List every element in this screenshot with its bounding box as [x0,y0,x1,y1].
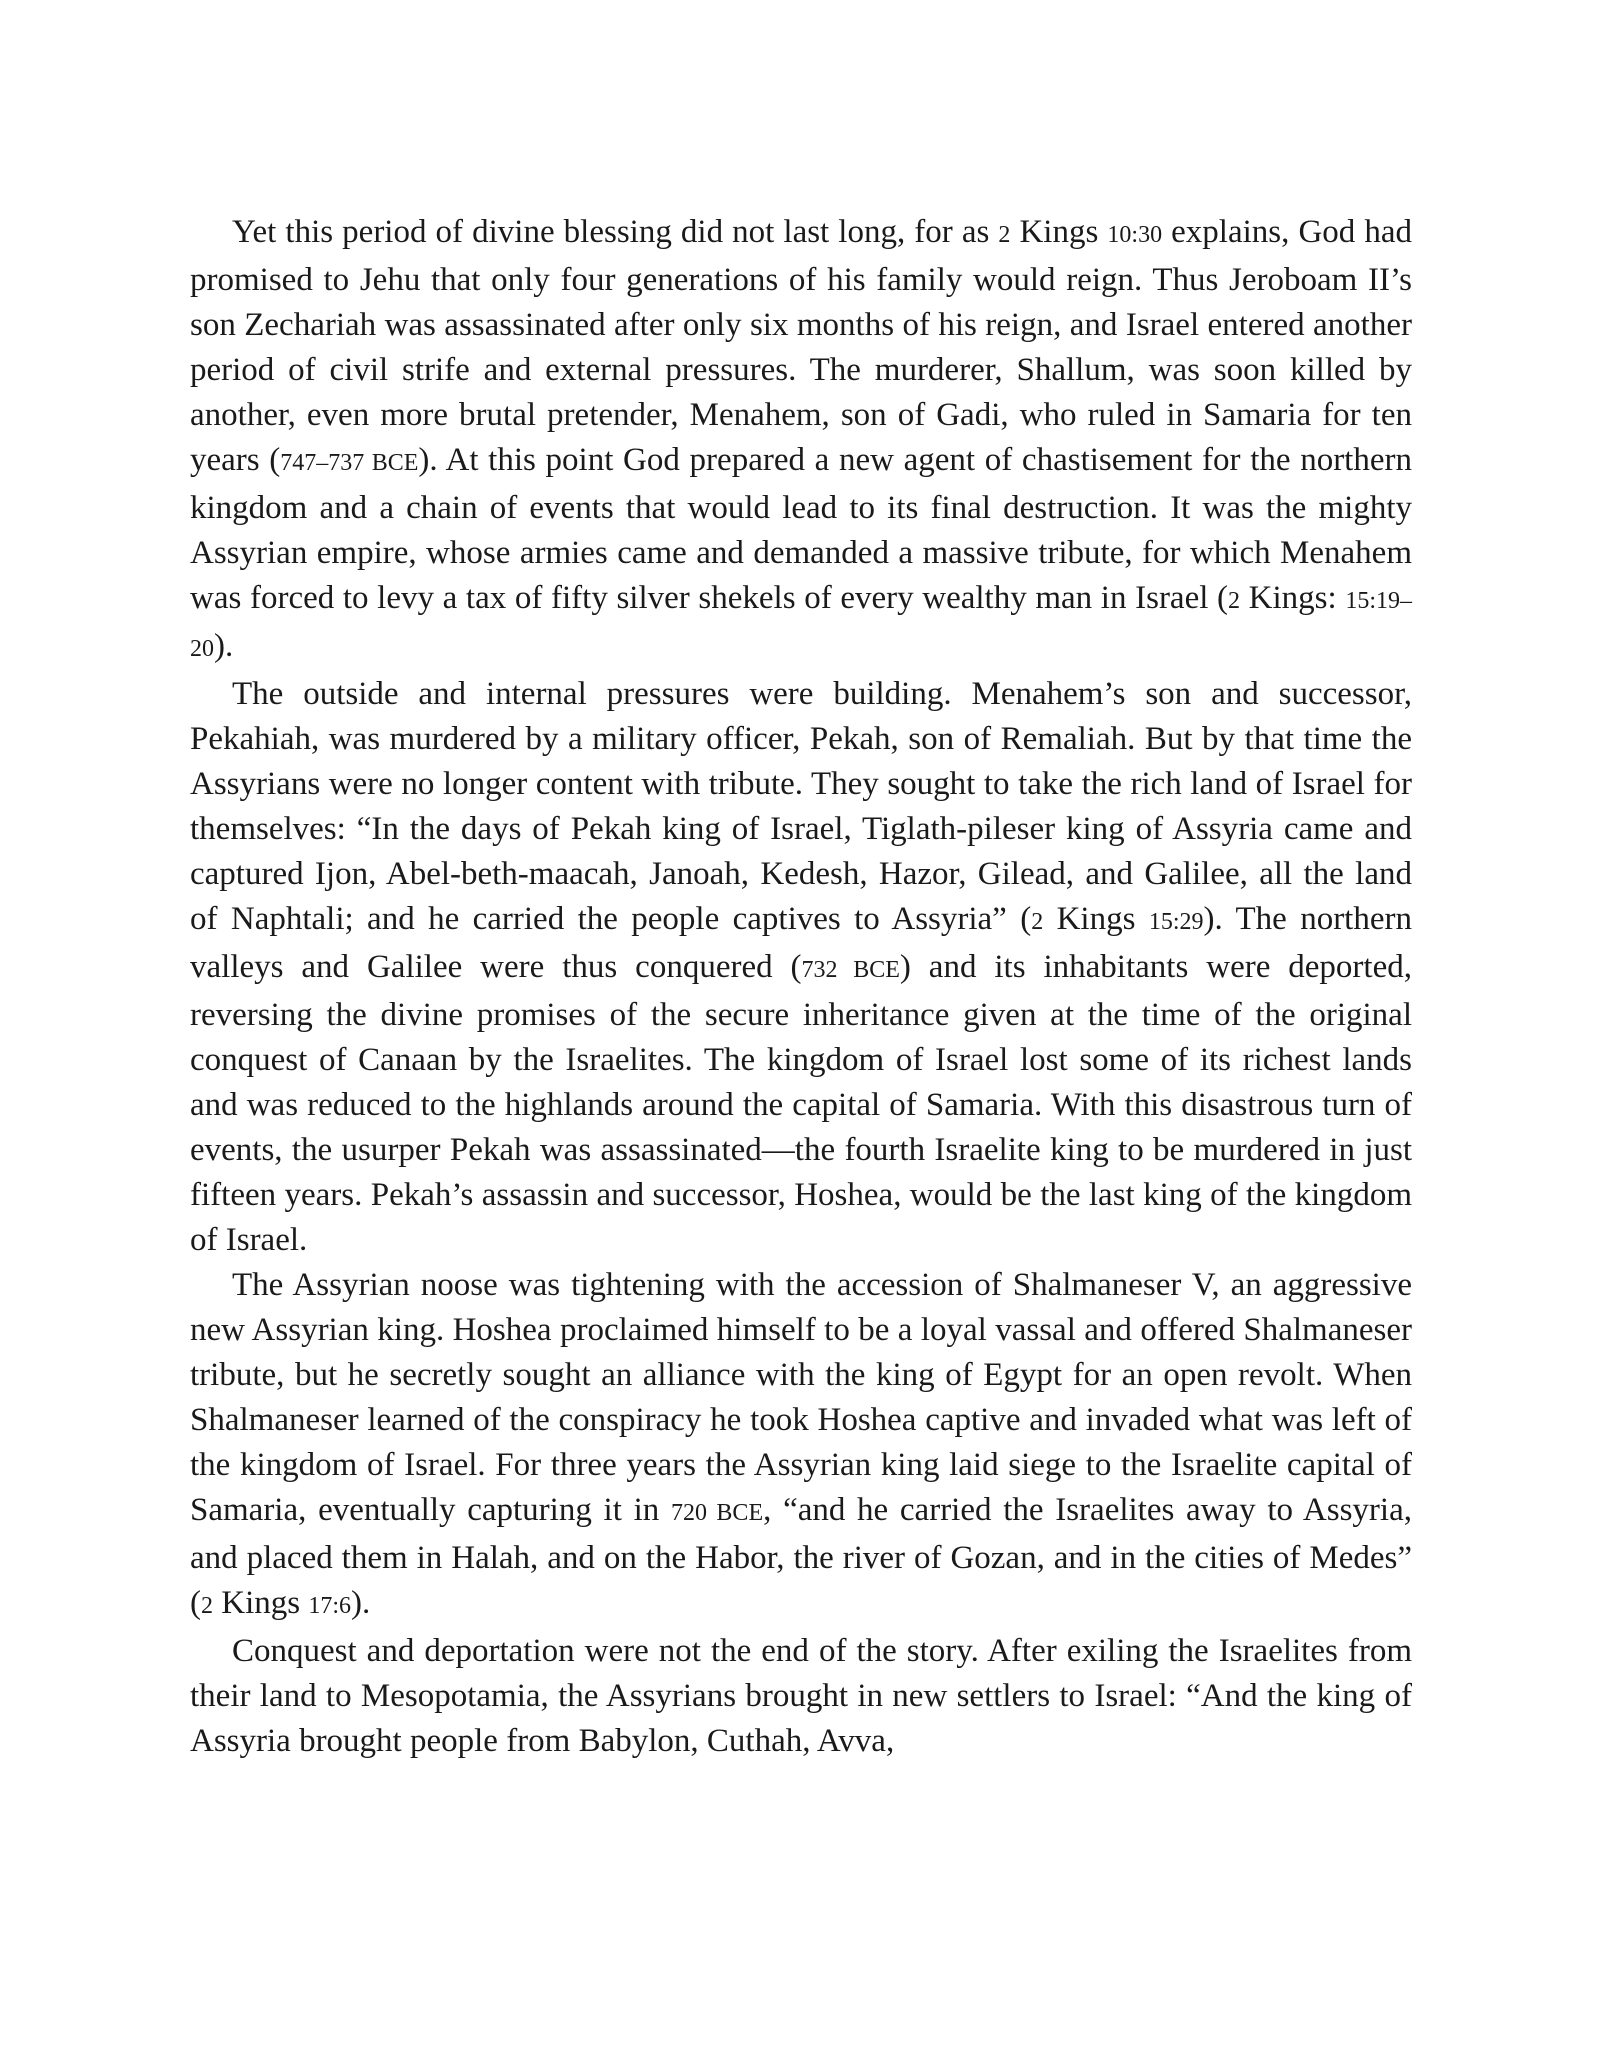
paragraph-text: Yet this period of divine blessing did not last long, for as [232,214,999,250]
paragraph-text: Kings [1010,214,1108,250]
reference-number: 2 [201,1593,213,1619]
reference-number: 747–737 BCE [280,450,419,476]
paragraph-text: ) and its inhabitants were deported, reversing the divine promises of the secure inheritance given at the time of the original conquest of Canaan by the Israelites. The kingdom of Israel lost some of its richest lands and was reduced to the highlands around the capital of Samaria. With this disastrous turn of events, the usurper Pekah was assassinated—the fourth Israelite king to be murdered in just fifteen years. Pekah’s assassin and successor, Hoshea, would be the last king of the kingdom of Israel. [190,949,1412,1258]
body-paragraph [190,210,1412,672]
paragraph-text: ). At this point God prepared a new agent of chastisement for the northern kingdom and a chain of events that would lead to its final destruction. It was the mighty Assyrian empire, whose armies came and demanded a massive tribute, for which Menahem was forced to levy a tax of fifty silver shekels of every wealthy man in Israel ( [190,442,1412,616]
paragraph-text: The Assyrian noose was tightening with the accession of Shalmaneser V, an aggressive new Assyrian king. Hoshea proclaimed himself to be a loyal vassal and offered Shalmaneser tribute, but he secretly sought an alliance with the king of Egypt for an open revolt. When Shalmaneser learned of the conspiracy he took Hoshea captive and invaded what was left of the kingdom of Israel. For three years the Assyrian king laid siege to the Israelite capital of Samaria, eventually capturing it in [190,1267,1412,1528]
reference-number: 2 [1228,588,1241,614]
body-paragraph [190,1629,1412,1764]
reference-number: 17:6 [308,1593,352,1619]
paragraph-text: The outside and internal pressures were building. Menahem’s son and successor, Pekahiah, was murdered by a military officer, Pekah, son of Remaliah. But by that time the Assyrians were no longer content with tribute. They sought to take the rich land of Israel for themselves: “In the days of Pekah king of Israel, Tiglath-pileser king of Assyria came and captured Ijon, Abel-beth-maacah, Janoah, Kedesh, Hazor, Gilead, and Galilee, all the land of Naphtali; and he carried the people captives to Assyria” ( [190,676,1412,937]
paragraph-text: Kings [213,1585,309,1621]
reference-number: 732 BCE [801,957,900,983]
paragraph-text: Conquest and deportation were not the end of the story. After exiling the Israelites from their land to Mesopotamia, the Assyrians brought in new settlers to Israel: “And the king of Assyria brought people from Babylon, Cuthah, Avva, [190,1633,1412,1759]
reference-number: 2 [998,222,1011,248]
reference-number: 720 BCE [670,1500,764,1526]
paragraph-text: explains, God had promised to Jehu that only four generations of his family would reign. Thus Jeroboam II’s son Zechariah was assassinated after only six months of his reign, and Israel entered another period of civil strife and external pressures. The murderer, Shallum, was soon killed by another, even more brutal pretender, Menahem, son of Gadi, who ruled in Samaria for ten years ( [190,214,1413,478]
paragraph-text: ). [214,628,234,664]
reference-number: 10:30 [1107,222,1163,248]
paragraph-text: Kings: [1240,580,1346,616]
reference-number: 15:29 [1148,909,1204,935]
body-paragraph [190,1263,1412,1629]
paragraph-text: , “and he carried the Israelites away to Assyria, and placed them in Halah, and on the Habor, the river of Gozan, and in the cities of Medes” ( [190,1492,1412,1621]
paragraph-text: ). The northern valleys and Galilee were thus conquered ( [190,901,1412,985]
paragraph-text: ). [351,1585,371,1621]
reference-number: 2 [1031,909,1044,935]
body-paragraph [190,672,1412,1263]
book-page [190,210,1412,1764]
reference-number: 15:19–20 [190,588,1412,662]
paragraph-text: Kings [1043,901,1149,937]
